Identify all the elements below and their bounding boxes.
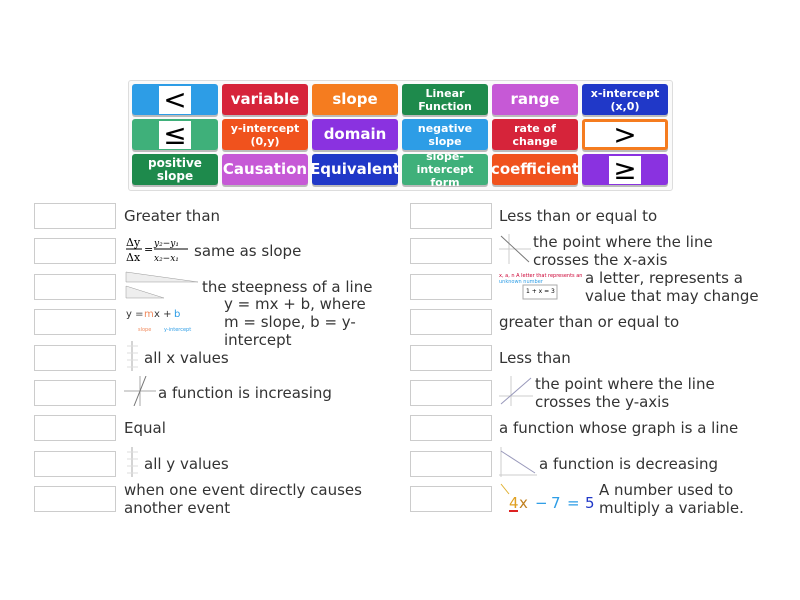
y-intercept-graph-icon — [499, 376, 533, 410]
clue-text: Greater than — [124, 207, 221, 225]
slope-intercept-formula-icon — [124, 305, 222, 339]
clue-text: when one event directly causes another event — [124, 481, 362, 518]
clue — [499, 234, 769, 268]
answer-tile[interactable] — [222, 154, 308, 185]
tile-label: > — [613, 118, 637, 151]
clue-text: Less than or equal to — [499, 207, 658, 225]
answer-tile[interactable] — [312, 154, 398, 185]
increasing-graph-icon — [124, 376, 156, 410]
answer-tile[interactable] — [582, 154, 668, 185]
clue-text: a function whose graph is a line — [499, 419, 739, 438]
svg-text:y₂−y₁: y₂−y₁ — [154, 239, 179, 250]
clue — [124, 411, 384, 445]
tile-label: x-intercept (x,0) — [590, 86, 660, 113]
tile-label: ≤ — [159, 121, 190, 149]
drop-target[interactable] — [410, 203, 492, 229]
drop-target[interactable] — [34, 203, 116, 229]
drop-target[interactable] — [34, 345, 116, 371]
answer-tile[interactable] — [132, 84, 218, 115]
coefficient-example-icon — [499, 482, 597, 516]
answer-tile[interactable] — [582, 84, 668, 115]
drop-target[interactable] — [34, 274, 116, 300]
drop-target[interactable] — [410, 451, 492, 477]
answer-tile[interactable] — [132, 154, 218, 185]
answer-tile[interactable] — [402, 150, 488, 189]
svg-text:4: 4 — [509, 494, 519, 513]
answer-tile[interactable] — [132, 119, 218, 150]
clue — [124, 234, 384, 268]
clue-text: the point where the line crosses the y-axis — [535, 375, 715, 411]
clue — [499, 376, 769, 410]
clue — [124, 341, 384, 375]
clue-text: the steepness of a line — [202, 277, 373, 296]
drop-target[interactable] — [410, 238, 492, 264]
tile-label: variable — [230, 90, 300, 108]
tile-label: y-intercept (0,y) — [230, 121, 300, 148]
clue-text: all x values — [144, 348, 229, 367]
answer-tile[interactable] — [222, 84, 308, 115]
answer-tile[interactable] — [402, 84, 488, 115]
answer-tile[interactable] — [312, 84, 398, 115]
drop-target[interactable] — [410, 415, 492, 441]
graph-icon — [124, 341, 142, 375]
drop-target[interactable] — [34, 238, 116, 264]
svg-text:y-intercept: y-intercept — [164, 327, 192, 334]
answer-tile[interactable] — [312, 119, 398, 150]
tile-label: < — [159, 86, 190, 114]
clue-text: Less than — [499, 348, 571, 367]
tile-label: range — [510, 90, 560, 108]
svg-text:1 + x = 3: 1 + x = 3 — [526, 287, 555, 295]
drop-target[interactable] — [34, 309, 116, 335]
answer-tile[interactable] — [492, 84, 578, 115]
svg-text:x: x — [519, 494, 528, 513]
svg-text:x₂−x₁: x₂−x₁ — [154, 254, 179, 265]
svg-text:5: 5 — [585, 494, 595, 513]
tile-label: coefficient — [490, 160, 580, 178]
slope-triangle-icon — [124, 270, 200, 304]
x-intercept-graph-icon — [499, 234, 531, 268]
slope-formula-icon — [124, 234, 192, 268]
answer-tile[interactable] — [492, 154, 578, 185]
clue — [499, 411, 769, 445]
clue-text: all y values — [144, 454, 229, 473]
answer-tile[interactable] — [222, 119, 308, 150]
clue — [499, 341, 769, 375]
answer-tile-tray — [128, 80, 673, 191]
svg-text:−: − — [535, 494, 548, 513]
tile-label: slope-intercept form — [416, 150, 474, 189]
tile-label: Causation — [222, 160, 308, 178]
svg-text:slope: slope — [138, 327, 152, 334]
clue — [124, 482, 384, 516]
clue — [499, 270, 769, 304]
tile-label: Linear Function — [418, 86, 472, 113]
clue — [499, 305, 769, 339]
svg-text:m: m — [144, 309, 154, 321]
variable-example-icon — [499, 270, 583, 304]
svg-text:unknown number: unknown number — [499, 278, 543, 285]
clue-text: a letter, represents a value that may change — [585, 268, 759, 305]
clue-text: greater than or equal to — [499, 313, 680, 332]
drop-target[interactable] — [34, 451, 116, 477]
clue — [499, 199, 769, 233]
clue-text: a function is increasing — [158, 384, 332, 402]
svg-text:7: 7 — [551, 494, 561, 513]
svg-text:Δx: Δx — [126, 251, 141, 265]
drop-target[interactable] — [34, 486, 116, 512]
clue — [124, 199, 384, 233]
drop-target[interactable] — [34, 415, 116, 441]
clue-text: a function is decreasing — [539, 454, 719, 473]
drop-target[interactable] — [34, 380, 116, 406]
clue-text: y = mx + b, where m = slope, b = y-intercept — [224, 295, 366, 350]
tile-label: slope — [332, 90, 378, 108]
svg-text:=: = — [567, 494, 580, 513]
svg-text:x +: x + — [154, 309, 172, 321]
answer-tile[interactable] — [402, 119, 488, 150]
answer-tile[interactable] — [582, 119, 668, 150]
drop-target[interactable] — [410, 309, 492, 335]
svg-text:x, a, n A letter that represe: x, a, n A letter that represents an — [499, 272, 583, 279]
tile-label: domain — [323, 125, 387, 143]
tile-label: rate of change — [512, 121, 558, 148]
tile-label: negative slope — [417, 121, 473, 148]
clue — [124, 295, 384, 350]
drop-target[interactable] — [410, 380, 492, 406]
drop-target[interactable] — [410, 274, 492, 300]
clue-text: Equal — [124, 419, 166, 438]
clue-text: A number used to multiply a variable. — [599, 481, 744, 518]
clue-text: same as slope — [194, 242, 302, 261]
answer-tile[interactable] — [492, 119, 578, 150]
drop-target[interactable] — [410, 345, 492, 371]
clue — [124, 447, 384, 481]
svg-text:y =: y = — [126, 309, 144, 321]
svg-text:=: = — [144, 243, 154, 257]
decreasing-graph-icon — [499, 447, 537, 481]
clue — [499, 447, 769, 481]
tile-label: positive slope — [148, 155, 202, 183]
clue — [124, 376, 384, 410]
clue — [499, 482, 769, 516]
tile-label: ≥ — [609, 156, 640, 184]
clue-text: the point where the line crosses the x-axis — [533, 233, 713, 270]
svg-text:Δy: Δy — [126, 236, 141, 250]
tile-label: Equivalent — [310, 160, 400, 178]
svg-text:b: b — [174, 309, 181, 321]
drop-target[interactable] — [410, 486, 492, 512]
graph-icon — [124, 447, 142, 481]
